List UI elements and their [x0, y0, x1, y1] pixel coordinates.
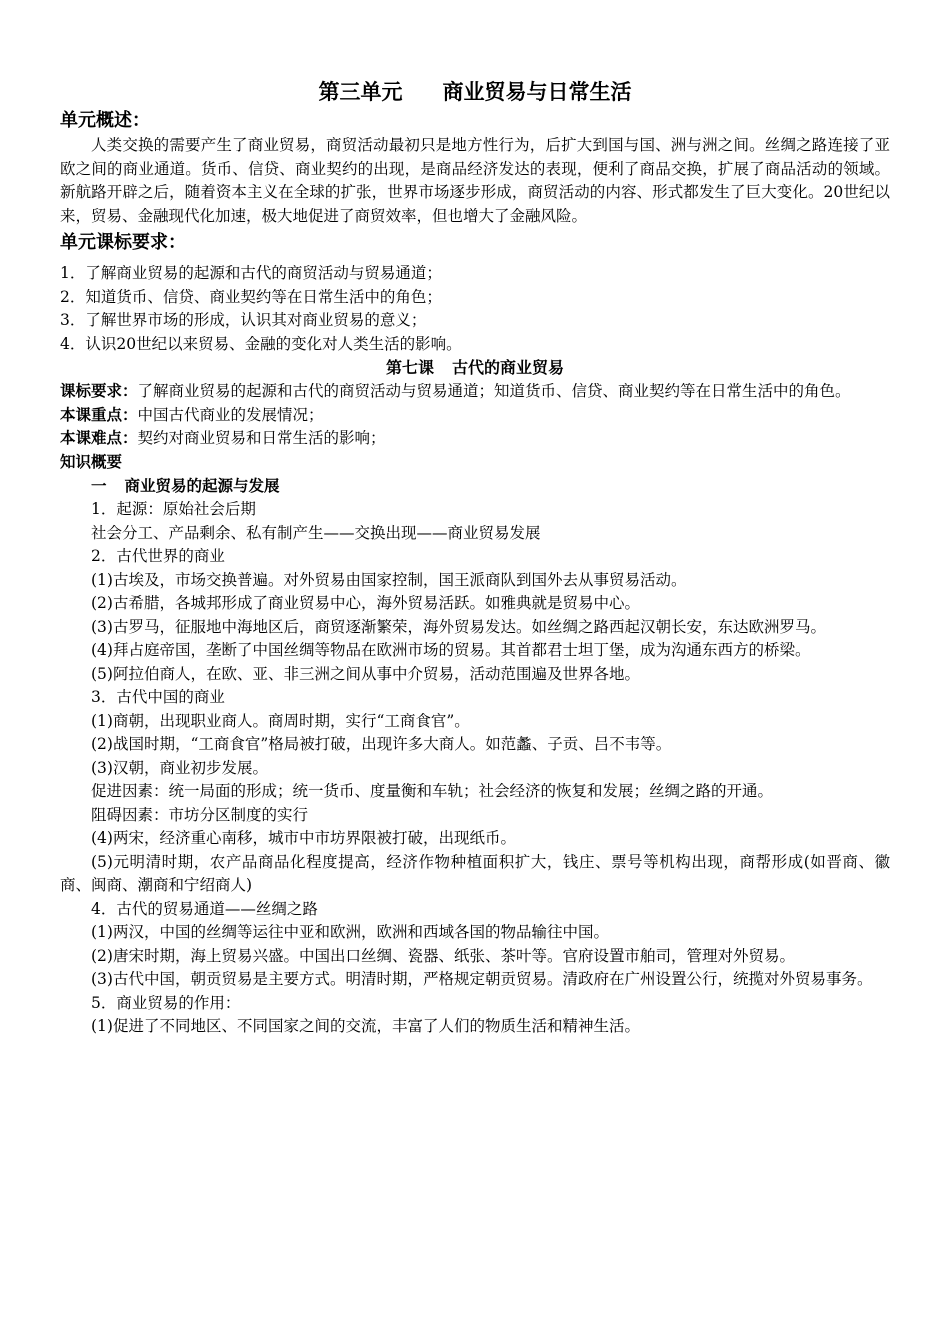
- content-line: (4)拜占庭帝国，垄断了中国丝绸等物品在欧洲市场的贸易。其首都君士坦丁堡，成为沟通东西方的桥梁。: [91, 641, 811, 659]
- content-line: (2)战国时期，“工商食官”格局被打破，出现许多大商人。如范蠡、子贡、吕不韦等。: [91, 735, 672, 753]
- content-line: (5)阿拉伯商人，在欧、亚、非三洲之间从事中介贸易，活动范围遍及世界各地。: [91, 664, 640, 683]
- content-line: 1．起源：原始社会后期: [91, 500, 256, 518]
- lesson-standard: [60, 380, 890, 404]
- section-title: 商业贸易的起源与发展: [124, 477, 280, 495]
- difficult-text: 契约对商业贸易和日常生活的影响；: [137, 429, 386, 447]
- content-line: 5．商业贸易的作用：: [91, 993, 241, 1012]
- content-line: (3)汉朝，商业初步发展。: [91, 758, 268, 777]
- overview-heading: 单元概述：: [60, 110, 150, 131]
- lesson-title: [60, 356, 890, 380]
- requirement-item: 1．了解商业贸易的起源和古代的商贸活动与贸易通道；: [60, 264, 442, 282]
- content-line: 阻碍因素：市坊分区制度的实行: [91, 805, 309, 824]
- content-line: (1)商朝，出现职业商人。商周时期，实行“工商食官”。: [91, 711, 470, 730]
- difficult-label: 本课难点：: [60, 429, 138, 447]
- content-line: (1)古埃及，市场交换普遍。对外贸易由国家控制，国王派商队到国外去从事贸易活动。: [91, 570, 687, 589]
- content-line: (1)两汉，中国的丝绸等运往中亚和欧洲，欧洲和西域各国的物品输往中国。: [91, 923, 609, 941]
- section-number: 一: [91, 477, 107, 495]
- content-line: (3)古代中国，朝贡贸易是主要方式。明清时期，严格规定朝贡贸易。清政府在广州设置公行，统揽对外贸易事务。: [91, 970, 873, 988]
- standard-text: 了解商业贸易的起源和古代的商贸活动与贸易通道；知道货币、信贷、商业契约等在日常生活中的角色。: [137, 382, 851, 400]
- content-line: (5)元明清时期，农产品商品化程度提高，经济作物种植面积扩大，钱庄、票号等机构出现，商帮形成(如晋商、徽商、闽商、潮商和宁绍商人): [60, 852, 890, 894]
- content-line: (2)古希腊，各城邦形成了商业贸易中心，海外贸易活跃。如雅典就是贸易中心。: [91, 594, 640, 612]
- unit-name: 商业贸易与日常生活: [442, 80, 632, 104]
- unit-number: 第三单元: [318, 80, 403, 104]
- content-line: (4)两宋，经济重心南移，城市中市坊界限被打破，出现纸币。: [91, 829, 516, 847]
- content-line: (2)唐宋时期，海上贸易兴盛。中国出口丝绸、瓷器、纸张、茶叶等。官府设置市舶司，管理对外贸易。: [91, 946, 795, 965]
- content-line: 2．古代世界的商业: [91, 547, 225, 565]
- document-page: [60, 78, 890, 1039]
- requirement-item: 3．了解世界市场的形成，认识其对商业贸易的意义；: [60, 311, 427, 329]
- content-line: 4．古代的贸易通道——丝绸之路: [91, 899, 318, 918]
- requirement-item: 4．认识20世纪以来贸易、金融的变化对人类生活的影响。: [60, 334, 462, 353]
- content-line: (1)促进了不同地区、不同国家之间的交流，丰富了人们的物质生活和精神生活。: [91, 1017, 640, 1035]
- requirements-heading: 单元课标要求：: [60, 232, 186, 253]
- lesson-difficult-point: [60, 427, 890, 451]
- key-label: 本课重点：: [60, 405, 138, 424]
- unit-title: [60, 78, 890, 106]
- requirement-item: 2．知道货币、信贷、商业契约等在日常生活中的角色；: [60, 287, 442, 306]
- lesson-key-point: [60, 404, 890, 428]
- lesson-name: 古代的商业贸易: [452, 358, 565, 377]
- section-body: [60, 498, 890, 1039]
- overview-paragraph: 人类交换的需要产生了商业贸易，商贸活动最初只是地方性行为，后扩大到国与国、洲与洲之间。丝绸之路连接了亚欧之间的商业通道。货币、信贷、商业契约的出现，是商品经济发达的表现，便利了商品交换，扩展了商品活动的领域。新航路开辟之后，随着资本主义在全球的扩张，世界市场逐步形成，商贸活动的内容、形式都发生了巨大变化。20世纪以来，贸易、金融现代化加速，极大地促进了商贸效率，但也增大了金融风险。: [60, 136, 890, 225]
- content-line: 3．古代中国的商业: [91, 688, 225, 706]
- content-line: 促进因素：统一局面的形成；统一货币、度量衡和车轨；社会经济的恢复和发展；丝绸之路的开通。: [91, 782, 774, 800]
- standard-label: 课标要求：: [60, 382, 138, 400]
- lesson-number: 第七课: [385, 358, 434, 377]
- content-line: 社会分工、产品剩余、私有制产生——交换出现——商业贸易发展: [91, 523, 541, 542]
- key-text: 中国古代商业的发展情况；: [137, 405, 324, 424]
- outline-label: 知识概要: [60, 452, 123, 471]
- section-heading: [60, 474, 890, 498]
- content-line: (3)古罗马，征服地中海地区后，商贸逐渐繁荣，海外贸易发达。如丝绸之路西起汉朝长安，东达欧洲罗马。: [91, 617, 826, 636]
